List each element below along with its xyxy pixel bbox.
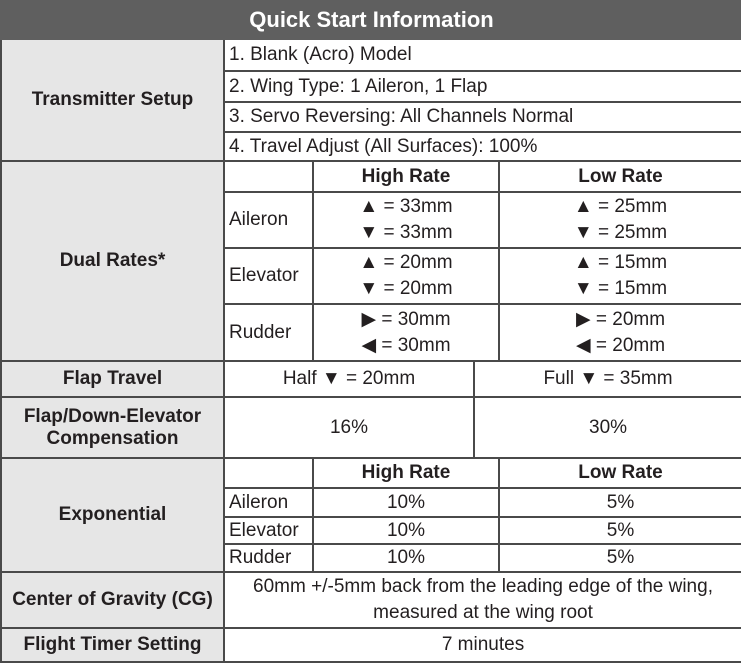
expo-low-value: 5%	[499, 544, 741, 572]
high-rate-header: High Rate	[313, 458, 499, 488]
down-travel: ▼ = 25mm	[573, 222, 668, 243]
low-rate-value	[499, 192, 741, 248]
exponential-label: Exponential	[1, 458, 224, 572]
empty-cell	[224, 458, 313, 488]
up-travel: ▲ = 25mm	[573, 196, 668, 217]
down-travel: ▼ = 33mm	[359, 222, 453, 243]
right-travel: ▶ = 30mm	[361, 308, 451, 330]
flight-timer-value: 7 minutes	[224, 628, 741, 662]
empty-cell	[224, 161, 313, 192]
flap-half-value: Half ▼ = 20mm	[224, 361, 474, 397]
expo-high-value: 10%	[313, 488, 499, 517]
expo-high-value: 10%	[313, 517, 499, 544]
expo-low-value: 5%	[499, 488, 741, 517]
low-rate-header: Low Rate	[499, 161, 741, 192]
flap-travel-label: Flap Travel	[1, 361, 224, 397]
up-travel: ▲ = 15mm	[573, 252, 668, 273]
cg-line-1: 60mm +/-5mm back from the leading edge of the wing,	[253, 576, 713, 597]
setup-item: 1. Blank (Acro) Model	[224, 39, 741, 71]
setup-item: 3. Servo Reversing: All Channels Normal	[224, 102, 741, 132]
cg-line-2: measured at the wing root	[373, 602, 593, 623]
expo-low-value: 5%	[499, 517, 741, 544]
high-rate-value	[313, 248, 499, 304]
flap-full-value: Full ▼ = 35mm	[474, 361, 741, 397]
surface-name: Rudder	[224, 304, 313, 361]
compensation-half-value: 16%	[224, 397, 474, 458]
low-rate-header: Low Rate	[499, 458, 741, 488]
cg-label: Center of Gravity (CG)	[1, 572, 224, 628]
surface-name: Elevator	[224, 517, 313, 544]
high-rate-value	[313, 304, 499, 361]
right-travel: ▶ = 20mm	[575, 308, 666, 330]
up-travel: ▲ = 33mm	[359, 196, 453, 217]
setup-item: 2. Wing Type: 1 Aileron, 1 Flap	[224, 71, 741, 102]
up-travel: ▲ = 20mm	[359, 252, 453, 273]
down-travel: ▼ = 20mm	[359, 278, 453, 299]
high-rate-header: High Rate	[313, 161, 499, 192]
surface-name: Aileron	[224, 488, 313, 517]
flap-compensation-label: Flap/Down-Elevator Compensation	[1, 397, 224, 458]
expo-high-value: 10%	[313, 544, 499, 572]
surface-name: Rudder	[224, 544, 313, 572]
high-rate-value	[313, 192, 499, 248]
flight-timer-label: Flight Timer Setting	[1, 628, 224, 662]
compensation-full-value: 30%	[474, 397, 741, 458]
table-title: Quick Start Information	[1, 1, 741, 39]
low-rate-value	[499, 304, 741, 361]
down-travel: ▼ = 15mm	[573, 278, 668, 299]
surface-name: Aileron	[224, 192, 313, 248]
setup-item: 4. Travel Adjust (All Surfaces): 100%	[224, 132, 741, 161]
surface-name: Elevator	[224, 248, 313, 304]
left-travel: ◀ = 30mm	[361, 334, 451, 356]
left-travel: ◀ = 20mm	[575, 334, 666, 356]
cg-value	[224, 572, 741, 628]
dual-rates-label: Dual Rates*	[1, 161, 224, 361]
transmitter-setup-label: Transmitter Setup	[1, 39, 224, 161]
low-rate-value	[499, 248, 741, 304]
